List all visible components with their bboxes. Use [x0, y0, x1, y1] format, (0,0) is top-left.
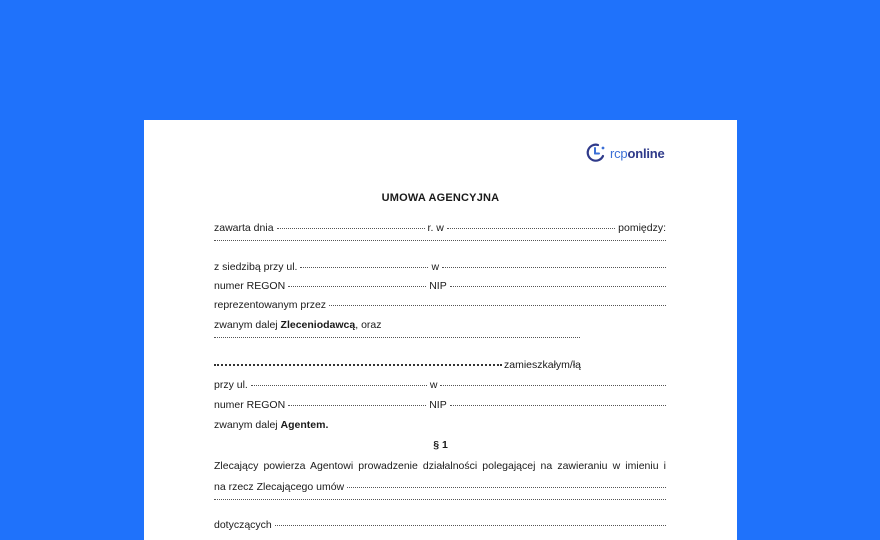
label-zwanym-dalej: zwanym dalej	[214, 319, 278, 331]
paragraph-1-line-2	[214, 481, 666, 495]
paragraph-1-line-1: Zlecający powierza Agentowi prowadzenie działalności polegającej na zawieraniu w imieniu i	[214, 460, 666, 472]
label-na-rzecz: na rzecz Zlecającego umów	[214, 481, 345, 493]
label-przy-ul: przy ul.	[214, 379, 248, 391]
blank-nip	[450, 286, 666, 287]
line-blank-2	[214, 339, 580, 353]
blank-agent-city	[440, 385, 666, 386]
label-agentem: Agentem.	[280, 419, 329, 431]
blank-subject	[275, 525, 666, 526]
line-dotyczacych	[214, 519, 666, 533]
line-agentem	[214, 419, 666, 433]
line-regon-2	[214, 399, 666, 413]
label-w-2: w	[429, 379, 438, 391]
blank-city	[442, 267, 666, 268]
blank-agent-name	[214, 364, 502, 366]
blank-regon-2	[288, 405, 426, 406]
blank-contracts	[347, 487, 666, 488]
label-oraz: , oraz	[355, 319, 382, 331]
label-dotyczacych: dotyczących	[214, 519, 272, 531]
label-regon: numer REGON	[214, 280, 286, 292]
line-reprezentowanym	[214, 299, 666, 313]
line-blank-3	[214, 501, 666, 515]
label-zawarta-dnia: zawarta dnia	[214, 222, 274, 234]
blank-regon	[288, 286, 426, 287]
logo-text-online: online	[627, 145, 665, 161]
label-zwanym-dalej-2: zwanym dalej	[214, 419, 278, 431]
blank-date	[277, 228, 425, 229]
blank-place	[447, 228, 615, 229]
blank-street	[300, 267, 428, 268]
label-zleceniodawca: Zleceniodawcą	[280, 319, 356, 331]
label-nip: NIP	[429, 280, 447, 292]
line-przy-ul	[214, 379, 666, 393]
label-siedziba: z siedzibą przy ul.	[214, 261, 298, 273]
document-page	[144, 120, 737, 540]
document-title: UMOWA AGENCYJNA	[381, 192, 500, 204]
line-siedziba	[214, 261, 666, 275]
label-regon-2: numer REGON	[214, 399, 286, 411]
line-zamieszkaly	[214, 359, 666, 373]
label-zamieszkaly: zamieszkałym/łą	[504, 359, 582, 371]
logo-text-rcp: rcp	[610, 145, 628, 161]
blank-representative	[329, 305, 666, 306]
blank-agent-intro	[214, 337, 580, 338]
clock-logo-icon	[584, 142, 608, 164]
rcponline-logo	[584, 142, 665, 164]
line-zleceniodawca	[214, 319, 666, 333]
blank-contracts-cont	[214, 499, 666, 500]
label-reprezentowanym: reprezentowanym przez	[214, 299, 327, 311]
blank-nip-2	[450, 405, 666, 406]
blank-party-name	[214, 240, 666, 241]
blank-agent-street	[251, 385, 427, 386]
line-regon-1	[214, 280, 666, 294]
line-blank-1	[214, 242, 666, 256]
label-nip-2: NIP	[429, 399, 447, 411]
label-w: w	[431, 261, 440, 273]
label-r-w: r. w	[427, 222, 444, 234]
section-heading-1: § 1	[433, 439, 448, 451]
line-zawarta	[214, 222, 666, 236]
label-pomiedzy: pomiędzy:	[618, 222, 666, 234]
